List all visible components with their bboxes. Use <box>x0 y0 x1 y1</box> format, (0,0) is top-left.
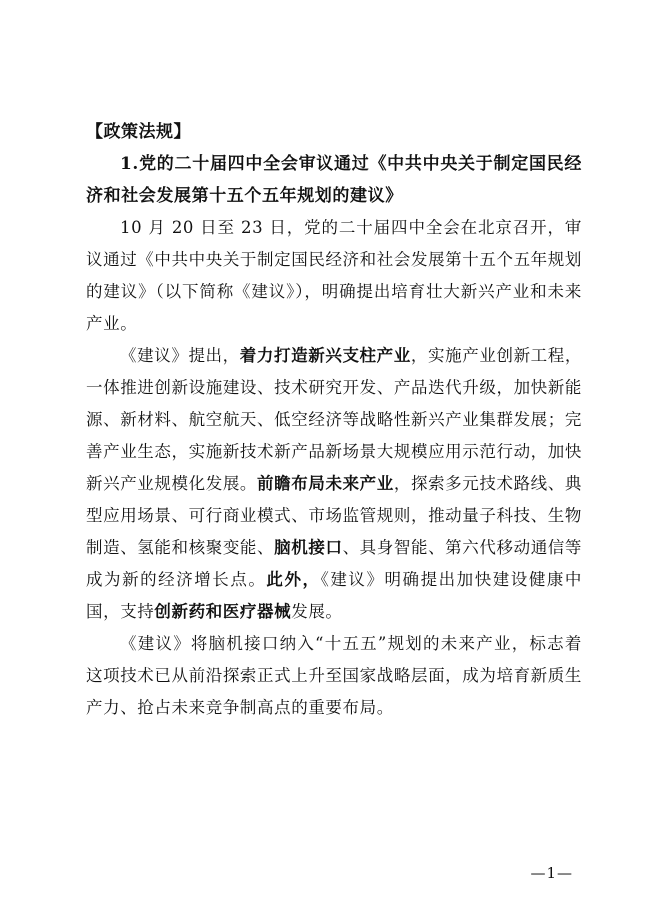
paragraph-2 <box>86 340 582 628</box>
paragraph-3: 《建议》将脑机接口纳入“十五五”规划的未来产业，标志着这项技术已从前沿探索正式上升至国家战略层面，成为培育新质生产力、抢占未来竞争制高点的重要布局。 <box>86 634 582 717</box>
p2-text-6: 发展。 <box>291 602 343 621</box>
p2-bold-4: 此外， <box>266 570 321 589</box>
p2-text-1: 《建议》提出， <box>120 346 240 365</box>
p2-bold-5: 创新药和医疗器械 <box>154 602 292 621</box>
p2-bold-2: 前瞻布局未来产业 <box>257 474 394 493</box>
p2-text-4: 、具身智能、第六代移动通信等成为新的经济增长点。 <box>86 538 582 589</box>
section-heading: 【政策法规】 <box>86 122 191 142</box>
p2-text-3: ，探索多元技术路线、典型应用场景、可行商业模式、市场监管规则，推动量子科技、生物制造、氢能和核聚变能、 <box>86 474 582 557</box>
article-title: 1.党的二十届四中全会审议通过《中共中央关于制定国民经济和社会发展第十五个五年规划的建议》 <box>86 154 582 206</box>
document-body <box>86 118 582 724</box>
page-number: —1— <box>530 864 573 882</box>
p2-bold-1: 着力打造新兴支柱产业 <box>239 346 411 365</box>
p2-text-5: 《建议》明确提出加快建设健康中国，支持 <box>86 570 583 621</box>
p2-text-2: ，实施产业创新工程，一体推进创新设施建设、技术研究开发、产品迭代升级，加快新能源、新材料、航空航天、低空经济等战略性新兴产业集群发展；完善产业生态，实施新技术新产品新场景大规模应用示范行动，加快新兴产业规模化发展。 <box>86 346 583 493</box>
paragraph-1: 10 月 20 日至 23 日，党的二十届四中全会在北京召开，审议通过《中共中央关于制定国民经济和社会发展第十五个五年规划的建议》（以下简称《建议》），明确提出培育壮大新兴产业和未来产业。 <box>86 218 582 333</box>
p2-bold-3: 脑机接口 <box>274 538 343 557</box>
